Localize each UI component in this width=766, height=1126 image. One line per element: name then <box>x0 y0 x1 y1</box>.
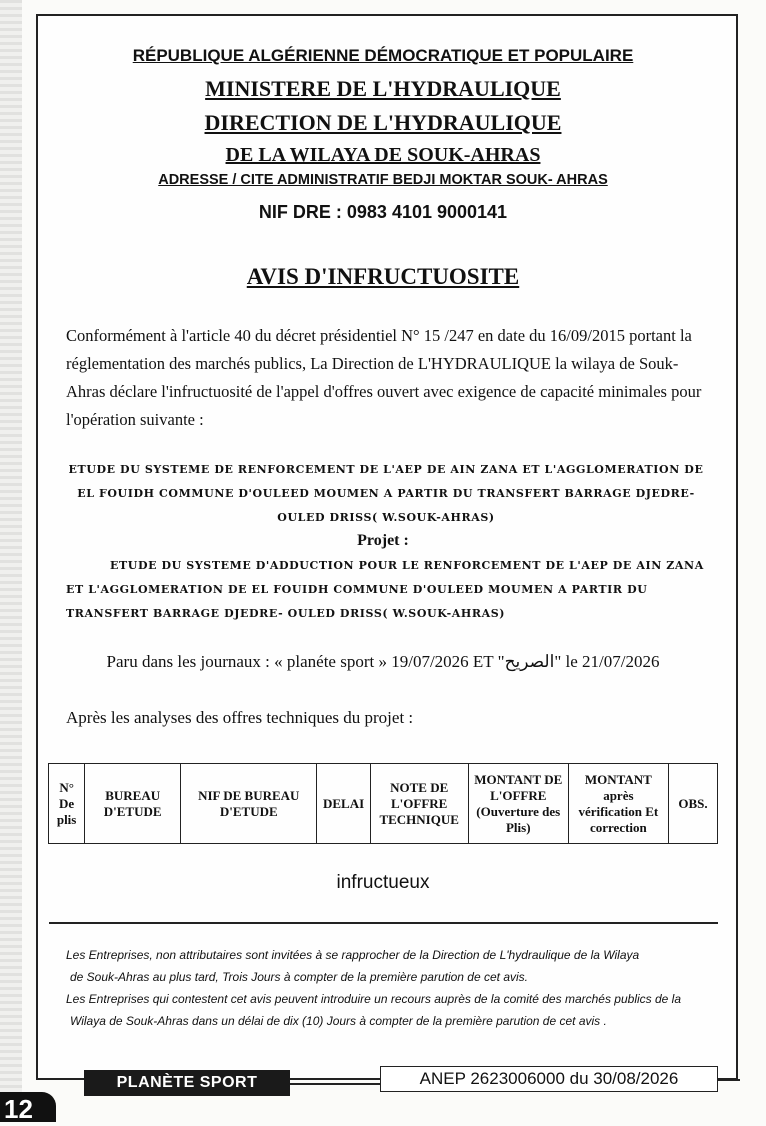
publication-line: Paru dans les journaux : « planéte sport » 19/07/2026 ET "الصريح" le 21/07/2026 <box>106 652 660 671</box>
notes-block <box>66 944 716 1032</box>
anep-reference: ANEP 2623006000 du 30/08/2026 <box>380 1066 718 1092</box>
note-line: Les Entreprises, non attributaires sont invitées à se rapprocher de la Direction de L'hydraulique de la Wilaya <box>66 948 640 962</box>
col-header-montant-verifie: MONTANT après vérification Et correction <box>568 764 668 844</box>
table-header-row <box>49 764 718 844</box>
analysis-line: Après les analyses des offres techniques du projet : <box>66 708 414 727</box>
page-number: 12 <box>0 1092 56 1122</box>
wilaya-heading: DE LA WILAYA DE SOUK-AHRAS <box>225 144 541 166</box>
notice-title: AVIS D'INFRUCTUOSITE <box>246 264 520 289</box>
operation-text: ETUDE DU SYSTEME DE RENFORCEMENT DE L'AEP DE AIN ZANA ET L'AGGLOMERATION DE EL FOUIDH COMMUNE D'OULEED MOUMEN A PARTIR DU TRANSFERT BARRAGE DJEDRE- OULED DRISS( W.SOUK-AHRAS) <box>68 463 704 524</box>
col-header-note: NOTE DE L'OFFRE TECHNIQUE <box>370 764 468 844</box>
note-line: Wilaya de Souk-Ahras dans un délai de dix (10) Jours à compter de la première parution de cet avis . <box>70 1014 607 1028</box>
note-line: de Souk-Ahras au plus tard, Trois Jours à compter de la première parution de cet avis. <box>70 970 528 984</box>
direction-heading: DIRECTION DE L'HYDRAULIQUE <box>204 110 562 135</box>
publication-name: PLANÈTE SPORT <box>84 1070 290 1096</box>
offers-table <box>48 763 718 924</box>
republic-heading: RÉPUBLIQUE ALGÉRIENNE DÉMOCRATIQUE ET POPULAIRE <box>132 46 634 65</box>
footer-divider-right <box>718 1079 740 1081</box>
col-header-montant-offre: MONTANT DE L'OFFRE (Ouverture des Plis) <box>468 764 568 844</box>
result-cell: infructueux <box>49 844 718 924</box>
ministry-heading: MINISTERE DE L'HYDRAULIQUE <box>205 76 561 101</box>
project-label: Projet : <box>357 532 409 549</box>
intro-paragraph: Conformément à l'article 40 du décret présidentiel N° 15 /247 en date du 16/09/2015 portant la réglementation des marchés publics, La Direction de L'HYDRAULIQUE la wilaya de Souk-Ahras déclare l'infructuosité de l'appel d'offres ouvert avec exigence de capacité minimales pour l'opération suivante : <box>66 326 702 429</box>
col-header-delai: DELAI <box>317 764 370 844</box>
project-text <box>66 554 706 626</box>
footer-divider <box>290 1083 380 1085</box>
nif-line: NIF DRE : 0983 4101 9000141 <box>258 202 508 222</box>
col-header-obs: OBS. <box>668 764 717 844</box>
note-line: Les Entreprises qui contestent cet avis peuvent introduire un recours auprès de la comité des marchés publics de la <box>66 992 681 1006</box>
page-edge <box>0 0 22 1116</box>
col-header-bureau: BUREAU D'ETUDE <box>85 764 181 844</box>
col-header-plis: N° De plis <box>49 764 85 844</box>
project-text-body: ETUDE DU SYSTEME D'ADDUCTION POUR LE RENFORCEMENT DE L'AEP DE AIN ZANA ET L'AGGLOMERATION DE EL FOUIDH COMMUNE D'OULEED MOUMEN A PARTIR DU TRANSFERT BARRAGE DJEDRE- OULED DRISS( W.SOUK-AHRAS) <box>66 559 704 620</box>
address-line: ADRESSE / CITE ADMINISTRATIF BEDJI MOKTAR SOUK- AHRAS <box>158 172 608 188</box>
table-row <box>49 844 718 924</box>
col-header-nif: NIF DE BUREAU D'ETUDE <box>181 764 317 844</box>
